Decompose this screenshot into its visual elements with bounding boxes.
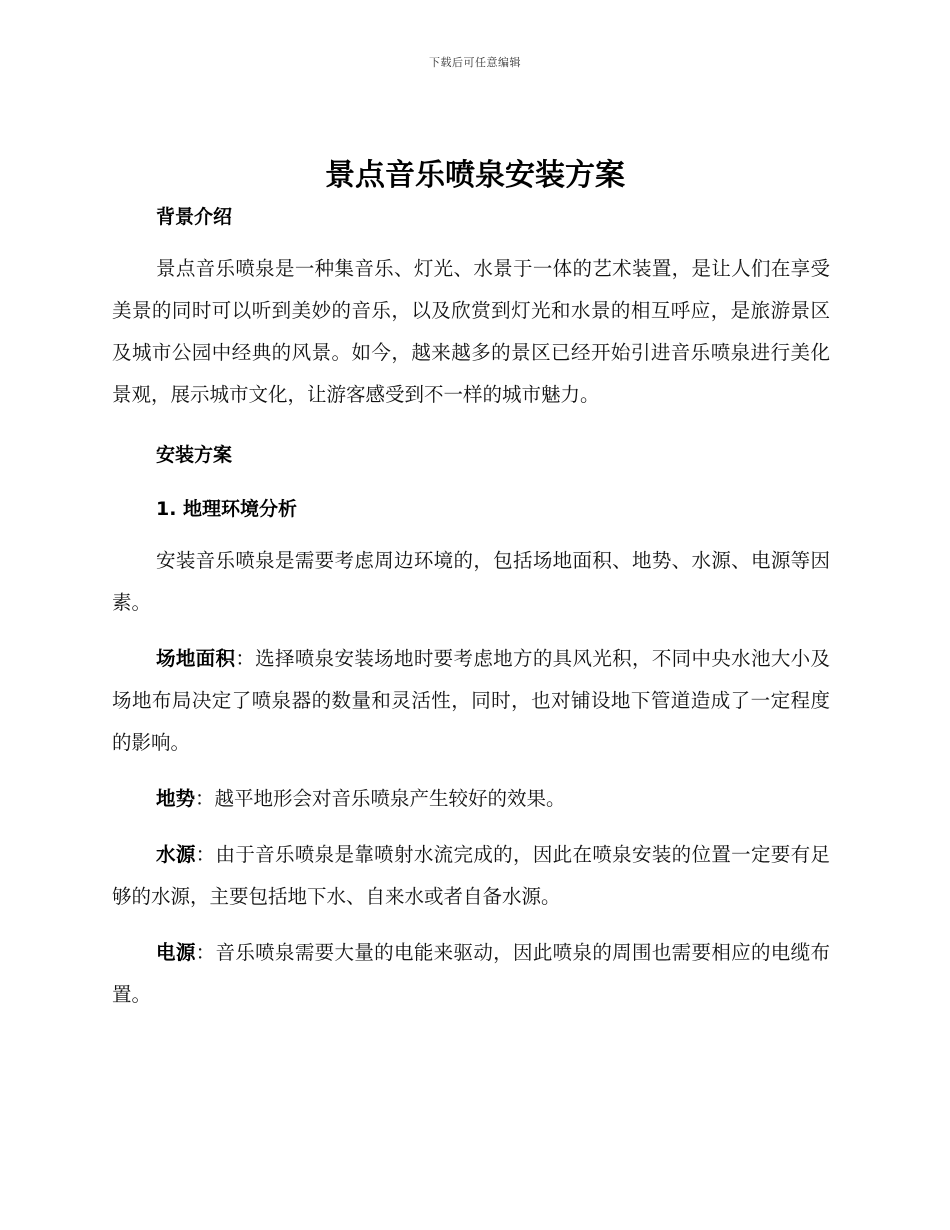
item-text: ：选择喷泉安装场地时要考虑地方的具风光积，不同中央水池大小及场地布局决定了喷泉器的数量和灵活性，同时，也对铺设地下管道造成了一定程度的影响。 (112, 647, 830, 754)
document-title: 景点音乐喷泉安装方案 (325, 158, 625, 193)
item-text: ：越平地形会对音乐喷泉产生较好的效果。 (195, 787, 566, 810)
item-text: ：音乐喷泉需要大量的电能来驱动，因此喷泉的周围也需要相应的电缆布置。 (112, 941, 830, 1006)
item-site-area (112, 638, 830, 764)
item-power-source (112, 932, 830, 1016)
background-paragraph: 景点音乐喷泉是一种集音乐、灯光、水景于一体的艺术装置，是让人们在享受美景的同时可以听到美妙的音乐，以及欣赏到灯光和水景的相互呼应，是旅游景区及城市公园中经典的风景。如今，越来越多的景区已经开始引进音乐喷泉进行美化景观，展示城市文化，让游客感受到不一样的城市魅力。 (112, 257, 830, 406)
item-text: ：由于音乐喷泉是靠喷射水流完成的，因此在喷泉安装的位置一定要有足够的水源，主要包括地下水、自来水或者自备水源。 (112, 843, 830, 908)
item-term: 电源 (156, 941, 196, 964)
item-term: 地势 (156, 787, 196, 810)
item-water-source (112, 834, 830, 918)
item-term: 场地面积 (156, 647, 236, 670)
plan-intro-paragraph: 安装音乐喷泉是需要考虑周边环境的，包括场地面积、地势、水源、电源等因素。 (112, 549, 830, 614)
item-terrain (112, 778, 830, 820)
document-body (112, 200, 830, 1016)
section-heading-background: 背景介绍 (156, 206, 233, 228)
section-heading-plan: 安装方案 (156, 444, 233, 466)
subheading-geography: 1. 地理环境分析 (156, 498, 298, 520)
item-term: 水源 (156, 843, 196, 866)
header-note: 下载后可任意编辑 (429, 56, 521, 69)
